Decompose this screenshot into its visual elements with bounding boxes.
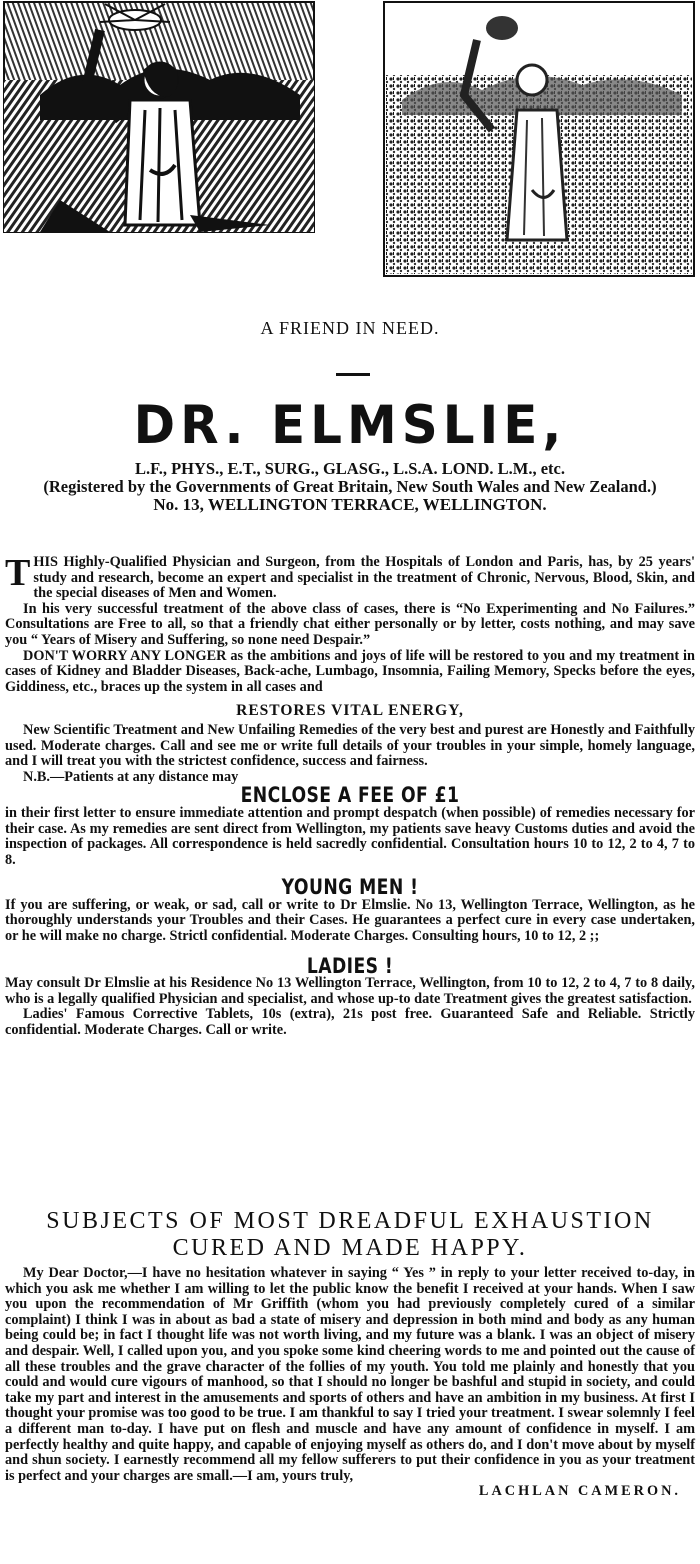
testimonial-section [5, 1208, 695, 1500]
divider [336, 373, 370, 376]
woman-with-sun-illustration-left [0, 0, 318, 235]
tagline: A FRIEND IN NEED. [260, 318, 440, 338]
young-men-paragraph: If you are suffering, or weak, or sad, call or write to Dr Elmslie. No 13, Wellington Terrace, Wellington, as he thoroughly understands your Troubles and their Cases. He guarantees a perfect cure in every case undertaken, or he will make no charge. Strictl confidential. Moderate Charges. Consulting hours, 10 to 12, 2 ;; [5, 896, 695, 945]
distance-note: N.B.—Patients at any distance may [23, 768, 239, 785]
ladies-paragraph: May consult Dr Elmslie at his Residence No 13 Wellington Terrace, Wellington, from 10 to 12, 2 to 4, 7 to 8 daily, who is a legally qualified Physician and specialist, and whose up-to date Treatment gives the greatest satisfaction. [5, 975, 695, 1007]
experimenting-paragraph: In his very successful treatment of the above class of cases, there is “No Experimenting and No Failures.” Consultations are Free to all, so that a friendly chat either personally or by letter, costs nothing, and may save you “ Years of Misery and Suffering, so none need Despair.” [5, 600, 695, 648]
advertisement-body [5, 552, 695, 1039]
ladies-heading: LADIES ! [306, 953, 394, 978]
drop-cap: T [5, 552, 31, 594]
testimonial-letter: My Dear Doctor,—I have no hesitation whatever in saying “ Yes ” in reply to your letter received to-day, in which you ask me whether I am willing to let the public know the benefit I received at your hands. When I saw you upon the recommendation of Mr Griffith (whom you had previously completely cured of a similar complaint) I think I was in about as bad a state of misery and depression in both mind and body as any human being could be; in fact I thought life was not worth living, and my future was a blank. I was an object of misery and despair. Well, I called upon you, and you spoke some kind cheering words to me and pointed out the cause of all these troubles and the grave character of the follies of my youth. You told me plainly and honestly that you could and would cure vigours of manhood, so that I should no longer be bashful and stupid in society, and could take my part and interest in the amusements and sports of others and have an ambition in my business. At first I thought your promise was too good to be true. I am thankful to say I tried your treatment. I swear solemnly I feel a different man to-day. I have put on flesh and muscle and have any amount of confidence in myself. I am perfectly healthy and quite happy, and capable of enjoying myself as others do, and I don't move about by myself and shun society. I earnestly recommend all my fellow sufferers to put their confidence in you as your treatment is perfect and your charges are small.—I am, yours truly, [5, 1265, 695, 1484]
testimonial-title-line2: CURED AND MADE HAPPY. [172, 1235, 528, 1261]
credentials-block [0, 460, 700, 514]
doctor-name-heading: DR. ELMSLIE, [133, 394, 567, 456]
dont-worry-paragraph: DON'T WORRY ANY LONGER as the ambitions and joys of life will be restored to you and my treatment in cases of Kidney and Bladder Diseases, Back-ache, Lumbago, Insomnia, Failing Memory, Specks before the eyes, Giddiness, etc., braces up the system in all cases and [5, 647, 695, 695]
registration-note: (Registered by the Governments of Great Britain, New South Wales and New Zealand.) [43, 477, 657, 496]
treatment-paragraph: New Scientific Treatment and New Unfailing Remedies of the very best and purest are Honestly and Faithfully used. Moderate charges. Call and see me or write full details of your troubles in your simple, homely language, and I will treat you with the strictest confidence, success and fairness. [5, 721, 695, 770]
testimonial-signature: LACHLAN CAMERON. [478, 1483, 681, 1500]
credentials: L.F., PHYS., E.T., SURG., GLASG., L.S.A. LOND. L.M., etc. [135, 459, 565, 478]
intro-paragraph: THIS Highly-Qualified Physician and Surgeon, from the Hospitals of London and Paris, has, by 25 years' study and research, become an expert and specialist in the treatment of Chronic, Nervous, Blood, Skin, and the special diseases of Men and Women. [5, 552, 695, 602]
fee-paragraph: in their first letter to ensure immediate attention and prompt despatch (when possible) of remedies necessary for their case. As my remedies are sent direct from Wellington, my patients save heavy Customs duties and avoid the inspection of packages. All correspondence is held sacredly confidential. Consultation hours 10 to 12, 2 to 4, 7 to 8. [5, 804, 695, 868]
address: No. 13, WELLINGTON TERRACE, WELLINGTON. [153, 495, 547, 514]
tablets-paragraph: Ladies' Famous Corrective Tablets, 10s (extra), 21s post free. Guaranteed Safe and Reliable. Strictly confidential. Moderate Charges. Call or write. [5, 1006, 695, 1039]
woman-with-sun-illustration-right [382, 0, 698, 280]
testimonial-title-line1: SUBJECTS OF MOST DREADFUL EXHAUSTION [46, 1208, 654, 1234]
vital-energy-heading: RESTORES VITAL ENERGY, [236, 702, 464, 720]
young-men-heading: YOUNG MEN ! [281, 875, 419, 900]
fee-heading: ENCLOSE A FEE OF £1 [240, 783, 460, 808]
